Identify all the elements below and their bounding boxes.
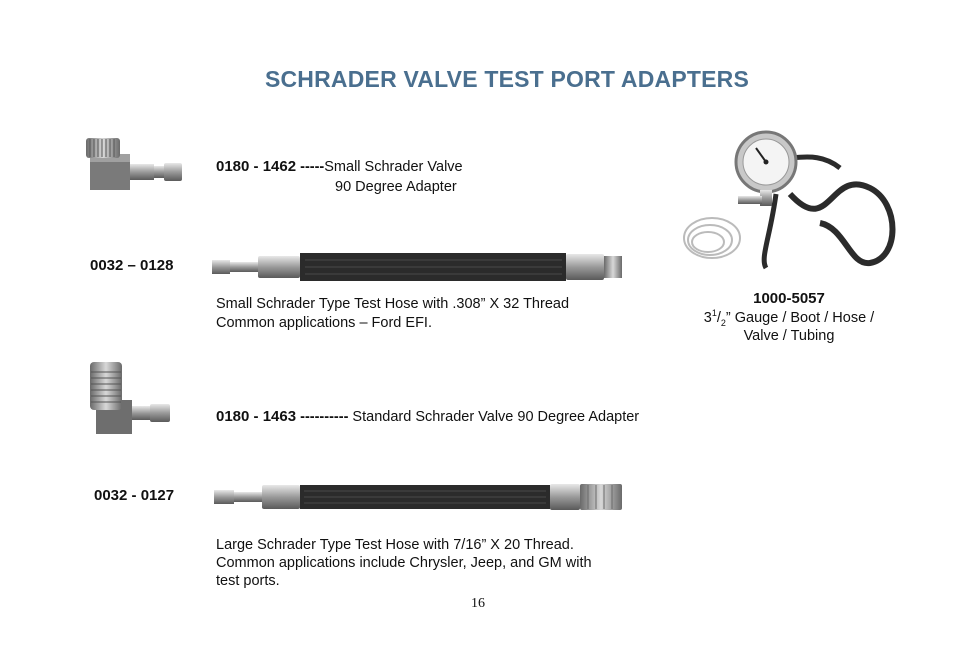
standard-adapter-dashes: ---------- xyxy=(300,409,349,425)
small-hose-desc-line1: Small Schrader Type Test Hose with .308” X 32 Thread xyxy=(216,296,570,312)
small-90-degree-adapter-image xyxy=(84,136,184,194)
gauge-kit-part-number: 1000-5057 xyxy=(753,290,825,307)
gauge-kit-desc-line2: Valve / Tubing xyxy=(743,328,835,344)
gauge-kit-size-numerator: 1 xyxy=(711,308,717,319)
standard-adapter-desc: Standard Schrader Valve 90 Degree Adapter xyxy=(348,409,640,425)
standard-adapter-line xyxy=(216,408,639,426)
small-adapter-dashes: ----- xyxy=(300,159,325,175)
page-number: 16 xyxy=(471,596,485,611)
large-hose-desc-line1: Large Schrader Type Test Hose with 7/16” X 20 Thread. xyxy=(216,537,574,553)
gauge-kit-size-denominator: 2 xyxy=(720,317,726,328)
small-hose-desc-line2: Common applications – Ford EFI. xyxy=(216,315,432,331)
large-test-hose-image xyxy=(212,478,626,516)
gauge-kit-image xyxy=(680,128,898,274)
small-adapter-line1 xyxy=(216,158,463,176)
small-adapter-desc-line2: 90 Degree Adapter xyxy=(335,179,457,195)
small-adapter-part-number: 0180 - 1462 xyxy=(216,158,297,175)
large-hose-desc-line3: test ports. xyxy=(216,573,280,589)
gauge-kit-desc-line1: $3^1/_2$” Gauge / Boot / Hose / xyxy=(703,308,875,328)
standard-adapter-part-number: 0180 - 1463 xyxy=(216,408,297,425)
gauge-kit-size-whole: 3 xyxy=(703,310,712,326)
large-hose-desc-line2: Common applications include Chrysler, Jeep, and GM with xyxy=(216,555,592,571)
standard-90-degree-adapter-image xyxy=(86,360,172,436)
gauge-kit-desc-line1-rest: ” Gauge / Boot / Hose / xyxy=(725,310,875,326)
small-adapter-desc-line1: Small Schrader Valve xyxy=(324,159,463,175)
page-title: SCHRADER VALVE TEST PORT ADAPTERS xyxy=(264,66,750,92)
large-hose-part-number: 0032 - 0127 xyxy=(94,487,175,504)
small-hose-part-number: 0032 – 0128 xyxy=(90,257,174,274)
small-test-hose-image xyxy=(210,248,624,286)
